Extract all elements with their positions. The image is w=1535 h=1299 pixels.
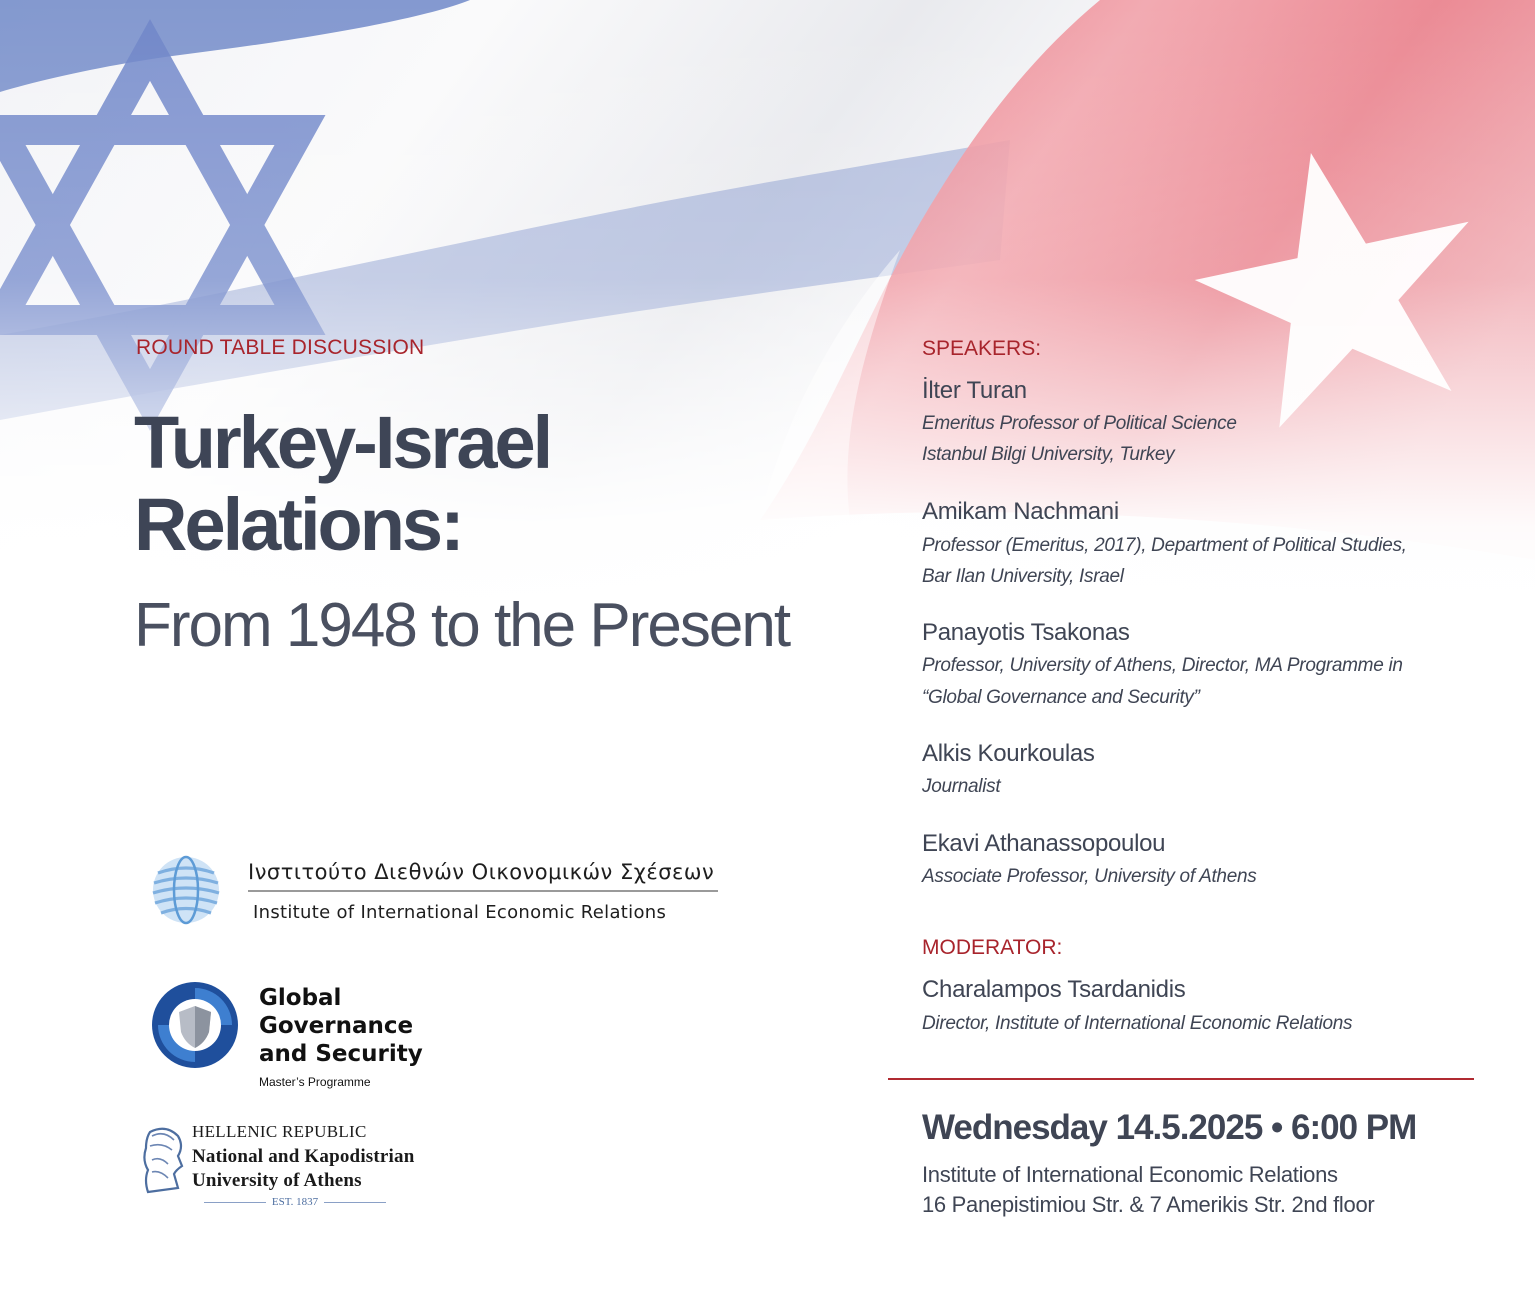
ggs-line-2: Governance [259, 1013, 414, 1039]
shield-globe-icon [150, 980, 240, 1070]
speaker-name: Amikam Nachmani [922, 498, 1119, 525]
athena-head-icon [138, 1126, 188, 1194]
uoa-logo [138, 1122, 478, 1214]
event-type-label: ROUND TABLE DISCUSSION [136, 336, 425, 359]
venue-name: Institute of International Economic Relations [922, 1162, 1338, 1187]
speaker-role: Professor (Emeritus, 2017), Department of Political Studies, [922, 535, 1407, 556]
speaker-affiliation: Bar Ilan University, Israel [922, 566, 1124, 587]
speaker-name: İlter Turan [922, 377, 1027, 404]
moderator-name: Charalampos Tsardanidis [922, 976, 1186, 1003]
ggs-subtitle: Master’s Programme [259, 1075, 371, 1089]
uoa-line-2: National and Kapodistrian [192, 1146, 415, 1167]
speaker-name: Ekavi Athanassopoulou [922, 830, 1166, 857]
speaker-affiliation: Istanbul Bilgi University, Turkey [922, 444, 1175, 465]
uoa-line-3: University of Athens [192, 1170, 362, 1191]
ggs-line-3: and Security [259, 1041, 423, 1067]
iier-logo [150, 855, 730, 930]
speaker-affiliation: “Global Governance and Security” [922, 687, 1200, 708]
speakers-heading: SPEAKERS: [922, 337, 1042, 360]
speaker-name: Panayotis Tsakonas [922, 619, 1130, 646]
uoa-line-1: HELLENIC REPUBLIC [192, 1122, 367, 1141]
globe-icon [150, 855, 222, 925]
speaker-role: Professor, University of Athens, Director, MA Programme in [922, 655, 1403, 676]
ggs-line-1: Global [259, 985, 342, 1011]
iier-english-name: Institute of International Economic Relations [253, 902, 667, 923]
iier-divider [248, 890, 718, 892]
speaker-role: Emeritus Professor of Political Science [922, 413, 1237, 434]
moderator-role: Director, Institute of International Economic Relations [922, 1013, 1353, 1034]
ggs-logo [150, 980, 470, 1092]
section-divider [888, 1078, 1474, 1080]
uoa-established: EST. 1837 [192, 1196, 398, 1208]
title-line-2: Relations: [134, 483, 462, 566]
venue-address: 16 Panepistimiou Str. & 7 Amerikis Str. 2nd floor [922, 1192, 1375, 1217]
page-title [134, 402, 854, 566]
iier-greek-name: Ινστιτούτο Διεθνών Οικονομικών Σχέσεων [248, 860, 715, 884]
event-datetime: Wednesday 14.5.2025 • 6:00 PM [922, 1108, 1417, 1147]
moderator-heading: MODERATOR: [922, 936, 1063, 959]
speaker-name: Alkis Kourkoulas [922, 740, 1095, 767]
title-line-1: Turkey-Israel [134, 401, 551, 484]
page-subtitle: From 1948 to the Present [134, 591, 790, 660]
speaker-role: Associate Professor, University of Athens [922, 866, 1257, 887]
speaker-role: Journalist [922, 776, 1001, 797]
